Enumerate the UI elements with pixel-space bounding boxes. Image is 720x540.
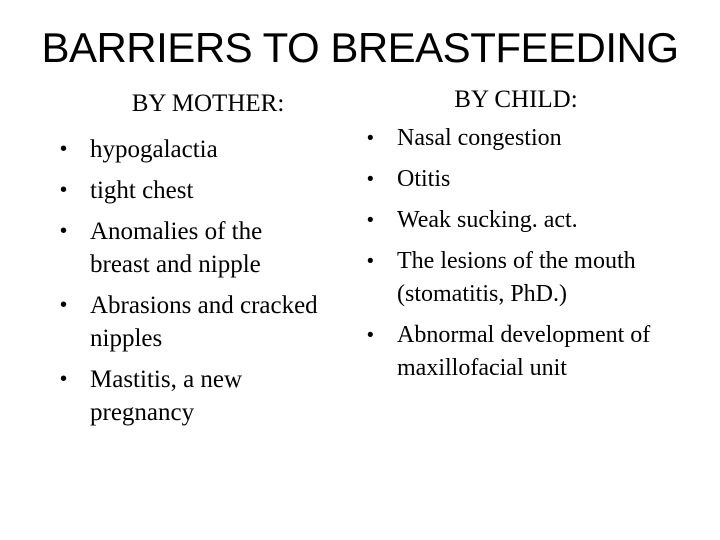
list-item-text: Abnormal development of maxillofacial unit [397, 322, 651, 381]
child-barriers-column [365, 84, 665, 393]
list-item-text: Anomalies of the breast and nipple [90, 218, 263, 278]
list-item-text: hypogalactia [90, 136, 218, 163]
list-item [58, 215, 328, 281]
list-item [58, 363, 328, 429]
bullet-icon: • [60, 294, 68, 316]
bullet-icon: • [60, 138, 68, 160]
list-item [365, 122, 665, 155]
list-item-text: Nasal congestion [397, 125, 562, 151]
list-item-text: tight chest [90, 177, 194, 204]
bullet-icon: • [60, 179, 68, 201]
list-item [365, 204, 665, 237]
slide-title: BARRIERS TO BREASTFEEDING [41, 24, 679, 71]
bullet-icon: • [367, 251, 374, 272]
list-item [365, 245, 665, 311]
list-item [58, 174, 328, 207]
list-item [365, 163, 665, 196]
list-item-text: The lesions of the mouth (stomatitis, PhD.) [397, 248, 636, 307]
list-item-text: Mastitis, a new pregnancy [90, 366, 243, 426]
bullet-icon: • [367, 128, 374, 149]
list-item [365, 319, 665, 385]
list-item [58, 289, 328, 355]
mother-column-heading: BY MOTHER: [131, 90, 285, 117]
bullet-icon: • [60, 368, 68, 390]
list-item-text: Abrasions and cracked nipples [90, 292, 318, 352]
child-barriers-list [365, 122, 665, 385]
mother-barriers-list [58, 133, 328, 429]
bullet-icon: • [60, 220, 68, 242]
bullet-icon: • [367, 325, 374, 346]
child-column-heading: BY CHILD: [454, 86, 578, 113]
mother-barriers-column [58, 88, 328, 437]
bullet-icon: • [367, 169, 374, 190]
bullet-icon: • [367, 210, 374, 231]
list-item [58, 133, 328, 166]
list-item-text: Otitis [397, 166, 451, 192]
list-item-text: Weak sucking. act. [397, 207, 578, 233]
